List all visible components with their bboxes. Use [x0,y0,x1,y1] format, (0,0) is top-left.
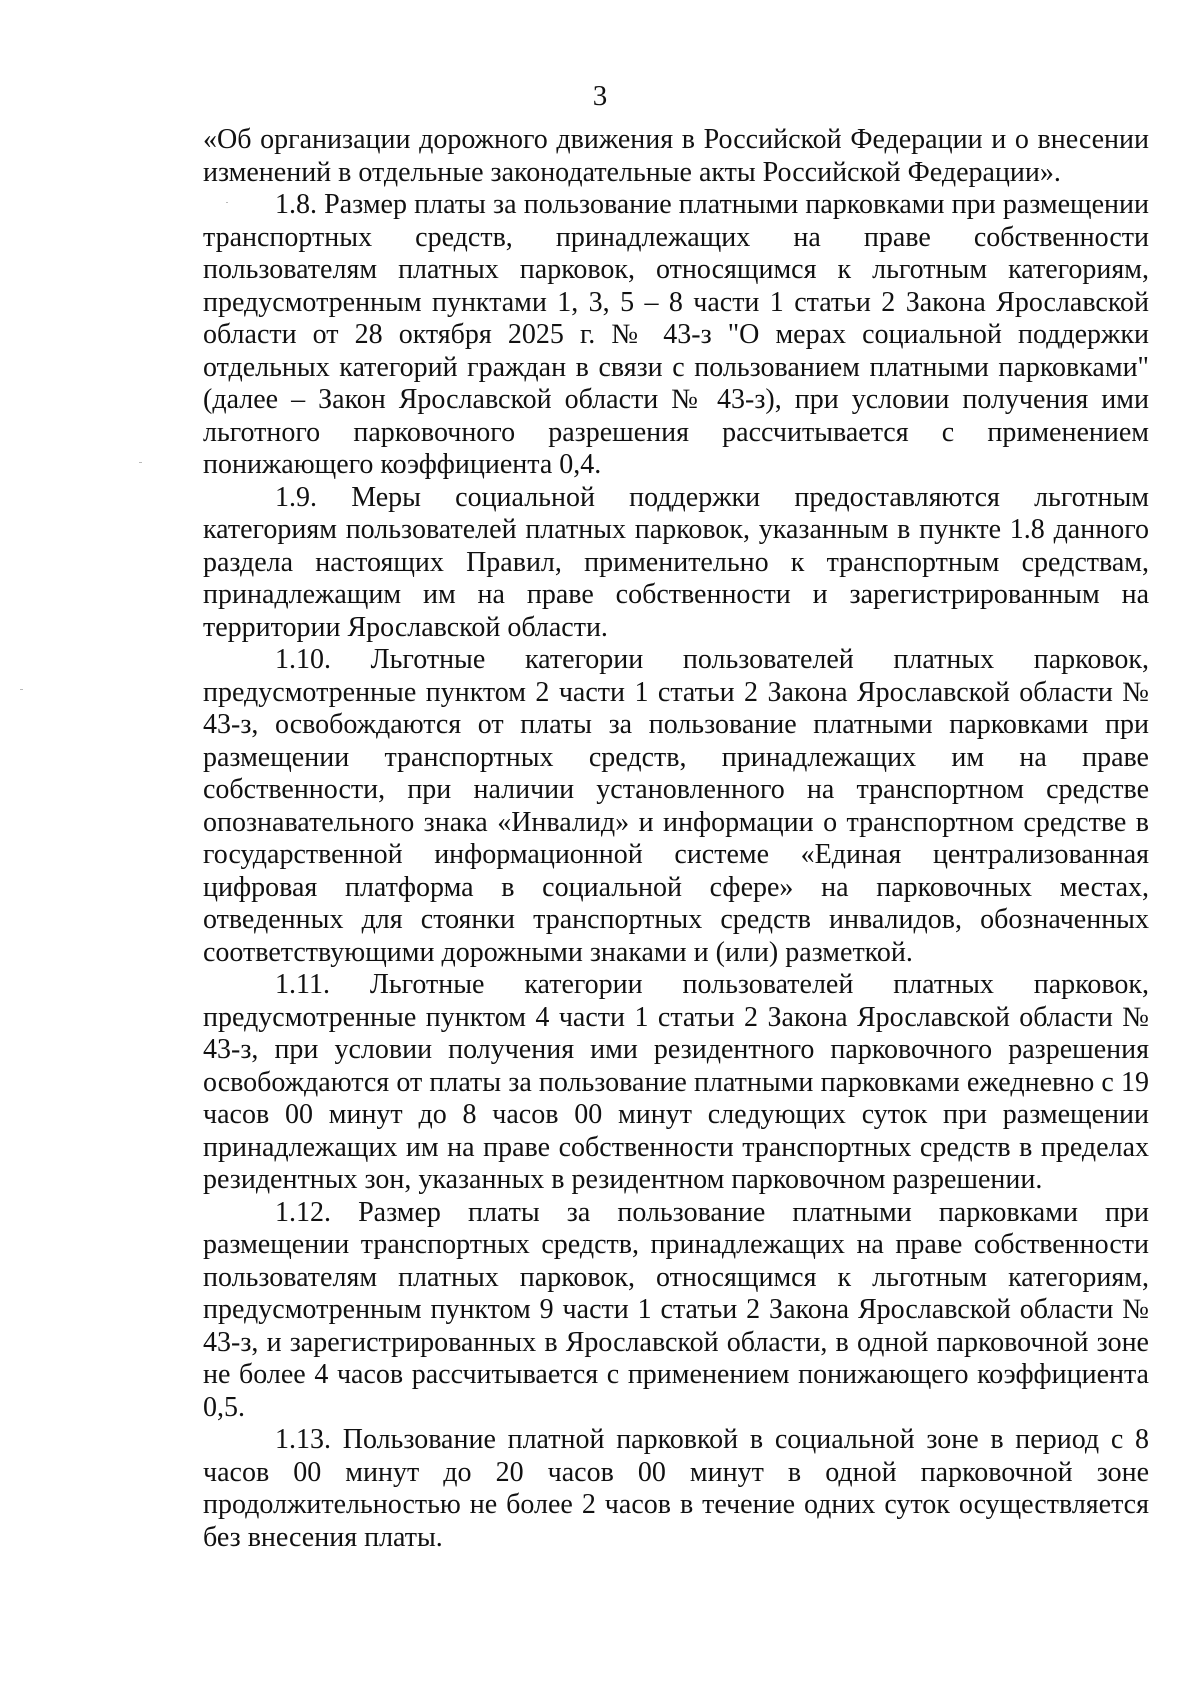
paragraph-continuation: «Об организации дорожного движения в Российской Федерации и о внесении изменений в отдельные законодательные акты Российской Федерации». [203,124,1149,188]
paragraph-1-13: 1.13. Пользование платной парковкой в социальной зоне в период с 8 часов 00 минут до 20 часов 00 минут в одной парковочной зоне продолжительностью не более 2 часов в течение одних суток осуществляется без внесения платы. [203,1424,1149,1553]
scan-speck [139,462,142,463]
paragraph-1-8: 1.8. Размер платы за пользование платными парковками при размещении транспортных средств, принадлежащих на праве собственности пользователям платных парковок, относящимся к льготным категориям, предусмотренным пунктами 1, 3, 5 – 8 части 1 статьи 2 Закона Ярославской области от 28 октября 2025 г. № 43-з "О мерах социальной поддержки отдельных категорий граждан в связи с пользованием платными парковками" (далее – Закон Ярославской области № 43-з), при условии получения ими льготного парковочного разрешения рассчитывается с применением понижающего коэффициента 0,4. [203,189,1149,480]
paragraph-1-12: 1.12. Размер платы за пользование платными парковками при размещении транспортных средств, принадлежащих на праве собственности пользователям платных парковок, относящимся к льготным категориям, предусмотренным пунктом 9 части 1 статьи 2 Закона Ярославской области № 43-з, и зарегистрированных в Ярославской области, в одной парковочной зоне не более 4 часов рассчитывается с применением понижающего коэффициента 0,5. [203,1196,1149,1423]
page-number: 3 [592,80,608,112]
document-body [203,124,1149,1554]
scan-speck [20,689,23,690]
paragraph-1-11: 1.11. Льготные категории пользователей платных парковок, предусмотренные пунктом 4 части 1 статьи 2 Закона Ярославской области № 43-з, при условии получения ими резидентного парковочного разрешения освобождаются от платы за пользование платными парковками ежедневно с 19 часов 00 минут до 8 часов 00 минут следующих суток при размещении принадлежащих им на праве собственности транспортных средств в пределах резидентных зон, указанных в резидентном парковочном разрешении. [203,969,1149,1195]
paragraph-1-9: 1.9. Меры социальной поддержки предоставляются льготным категориям пользователей платных парковок, указанным в пункте 1.8 данного раздела настоящих Правил, применительно к транспортным средствам, принадлежащим им на праве собственности и зарегистрированным на территории Ярославской области. [203,481,1149,643]
paragraph-1-10: 1.10. Льготные категории пользователей платных парковок, предусмотренные пунктом 2 части 1 статьи 2 Закона Ярославской области № 43-з, освобождаются от платы за пользование платными парковками при размещении транспортных средств, принадлежащих им на праве собственности, при наличии установленного на транспортном средстве опознавательного знака «Инвалид» и информации о транспортном средстве в государственной информационной системе «Единая централизованная цифровая платформа в социальной сфере» на парковочных местах, отведенных для стоянки транспортных средств инвалидов, обозначенных соответствующими дорожными знаками и (или) разметкой. [203,644,1149,968]
